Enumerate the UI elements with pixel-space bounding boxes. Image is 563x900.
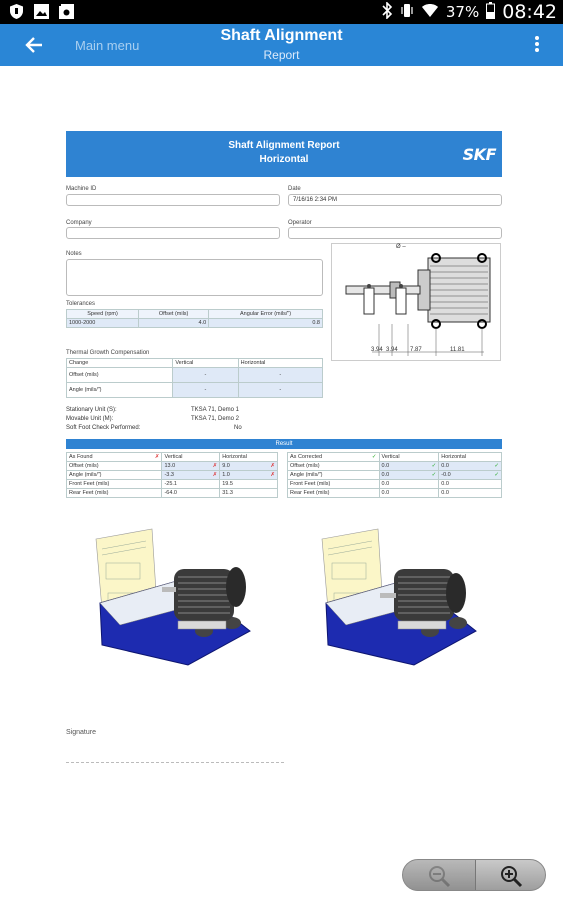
main-menu-link[interactable]: Main menu xyxy=(75,38,140,53)
movable-value: TKSA 71, Demo 2 xyxy=(191,416,240,422)
table-cell: 1000-2000 xyxy=(67,319,139,328)
zoom-control xyxy=(402,859,546,891)
report-document xyxy=(66,131,502,496)
table-cell: 9.0 xyxy=(222,463,230,469)
machine-id-label: Machine ID xyxy=(66,186,97,192)
movable-label: Movable Unit (M): xyxy=(66,416,114,422)
date-label: Date xyxy=(288,186,301,192)
table-cell: Offset (mils) xyxy=(67,368,173,383)
table-cell: 0.0 xyxy=(439,480,502,489)
table-header: Angular Error (mils/") xyxy=(209,310,323,319)
company-label: Company xyxy=(66,220,92,226)
table-cell: - xyxy=(173,368,238,383)
table-header: Vertical xyxy=(162,453,220,462)
table-cell: 0.0 xyxy=(381,472,390,478)
tolerances-table xyxy=(66,309,323,328)
machine-id-field xyxy=(66,194,280,206)
status-bar xyxy=(0,0,563,24)
skf-logo: SKF xyxy=(462,145,496,164)
dimension-label: 7.87 xyxy=(410,347,422,353)
table-header: Offset (mils) xyxy=(139,310,209,319)
table-cell: -0.0 xyxy=(441,472,451,478)
table-cell: - xyxy=(238,383,322,398)
table-cell: Offset (mils) xyxy=(67,462,162,471)
check-icon: ✓ xyxy=(431,463,437,469)
tolerances-label: Tolerances xyxy=(66,301,96,307)
table-cell: Angle (mils/") xyxy=(67,471,162,480)
softfoot-label: Soft Foot Check Performed: xyxy=(66,425,141,431)
table-header: Vertical xyxy=(379,453,439,462)
table-cell: 0.8 xyxy=(209,319,323,328)
zoom-in-icon xyxy=(499,864,523,888)
image-icon xyxy=(33,3,50,20)
table-cell: Angle (mils/") xyxy=(67,383,173,398)
bluetooth-icon xyxy=(382,2,393,23)
table-header: Speed (rpm) xyxy=(67,310,139,319)
table-cell: 13.0 xyxy=(164,463,176,469)
check-icon: ✓ xyxy=(431,472,437,478)
report-header xyxy=(66,131,502,177)
page-subtitle: Report xyxy=(263,48,300,62)
table-cell: 1.0 xyxy=(222,472,230,478)
table-cell: Rear Feet (mils) xyxy=(288,489,380,498)
stationary-label: Stationary Unit (S): xyxy=(66,407,117,413)
as-corrected-machine-illustration xyxy=(318,527,478,667)
table-header: Horizontal xyxy=(220,453,278,462)
battery-icon xyxy=(486,2,495,23)
x-icon: ✗ xyxy=(212,463,218,469)
check-icon: ✓ xyxy=(494,472,499,478)
wifi-icon xyxy=(421,3,439,22)
x-icon: ✗ xyxy=(270,463,275,469)
thermal-table xyxy=(66,358,323,398)
as-corrected-table xyxy=(287,452,502,498)
x-icon: ✗ xyxy=(212,472,218,478)
check-icon: ✓ xyxy=(371,454,377,460)
overflow-menu-icon[interactable] xyxy=(535,36,539,52)
notes-field xyxy=(66,259,323,296)
dimension-label: 3.94 xyxy=(371,347,383,353)
page-title: Shaft Alignment xyxy=(220,27,343,44)
shield-icon xyxy=(8,3,25,20)
as-found-machine-illustration xyxy=(92,527,252,667)
notes-label: Notes xyxy=(66,251,82,257)
table-cell: 0.0 xyxy=(441,463,449,469)
table-cell: -25.1 xyxy=(162,480,220,489)
table-cell: 0.0 xyxy=(379,489,439,498)
company-field xyxy=(66,227,280,239)
table-cell: - xyxy=(238,368,322,383)
table-cell: 31.3 xyxy=(220,489,278,498)
signature-label: Signature xyxy=(66,729,96,736)
table-cell: 0.0 xyxy=(381,463,390,469)
table-header: Horizontal xyxy=(238,359,322,368)
dimension-label: 11.81 xyxy=(450,347,465,353)
result-bar: Result xyxy=(66,439,502,449)
operator-field xyxy=(288,227,502,239)
app-bar xyxy=(0,24,563,66)
stationary-value: TKSA 71, Demo 1 xyxy=(191,407,240,413)
table-cell: 19.5 xyxy=(220,480,278,489)
table-cell: 0.0 xyxy=(439,489,502,498)
softfoot-value: No xyxy=(234,425,242,431)
table-cell: - xyxy=(173,383,238,398)
check-icon: ✓ xyxy=(494,463,499,469)
zoom-out-icon xyxy=(427,864,451,888)
diameter-label: Ø – xyxy=(396,244,406,250)
machine-dimension-diagram xyxy=(331,243,501,361)
table-header: As Corrected xyxy=(290,454,323,460)
photo-album-icon xyxy=(58,3,75,20)
table-header: Horizontal xyxy=(439,453,502,462)
table-header: Vertical xyxy=(173,359,238,368)
x-icon: ✗ xyxy=(270,472,275,478)
table-header: As Found xyxy=(69,454,93,460)
zoom-in-button[interactable] xyxy=(475,860,546,891)
table-cell: Front Feet (mils) xyxy=(67,480,162,489)
table-cell: -3.3 xyxy=(164,472,174,478)
dimension-label: 3.94 xyxy=(386,347,398,353)
report-title: Shaft Alignment Report xyxy=(228,140,340,151)
x-icon: ✗ xyxy=(154,454,160,460)
battery-percent: 37% xyxy=(445,3,480,21)
table-cell: Front Feet (mils) xyxy=(288,480,380,489)
table-cell: Offset (mils) xyxy=(288,462,380,471)
as-found-table xyxy=(66,452,278,498)
zoom-out-button[interactable] xyxy=(403,860,475,891)
signature-line xyxy=(66,762,284,763)
vibrate-icon xyxy=(400,2,414,23)
date-field: 7/16/16 2:34 PM xyxy=(288,194,502,206)
table-cell: 0.0 xyxy=(379,480,439,489)
table-cell: 4.0 xyxy=(139,319,209,328)
table-header: Change xyxy=(67,359,173,368)
table-cell: -64.0 xyxy=(162,489,220,498)
operator-label: Operator xyxy=(288,220,312,226)
clock: 08:42 xyxy=(502,1,557,23)
thermal-label: Thermal Growth Compensation xyxy=(66,350,150,356)
table-cell: Angle (mils/") xyxy=(288,471,380,480)
table-cell: Rear Feet (mils) xyxy=(67,489,162,498)
report-type: Horizontal xyxy=(259,154,309,165)
